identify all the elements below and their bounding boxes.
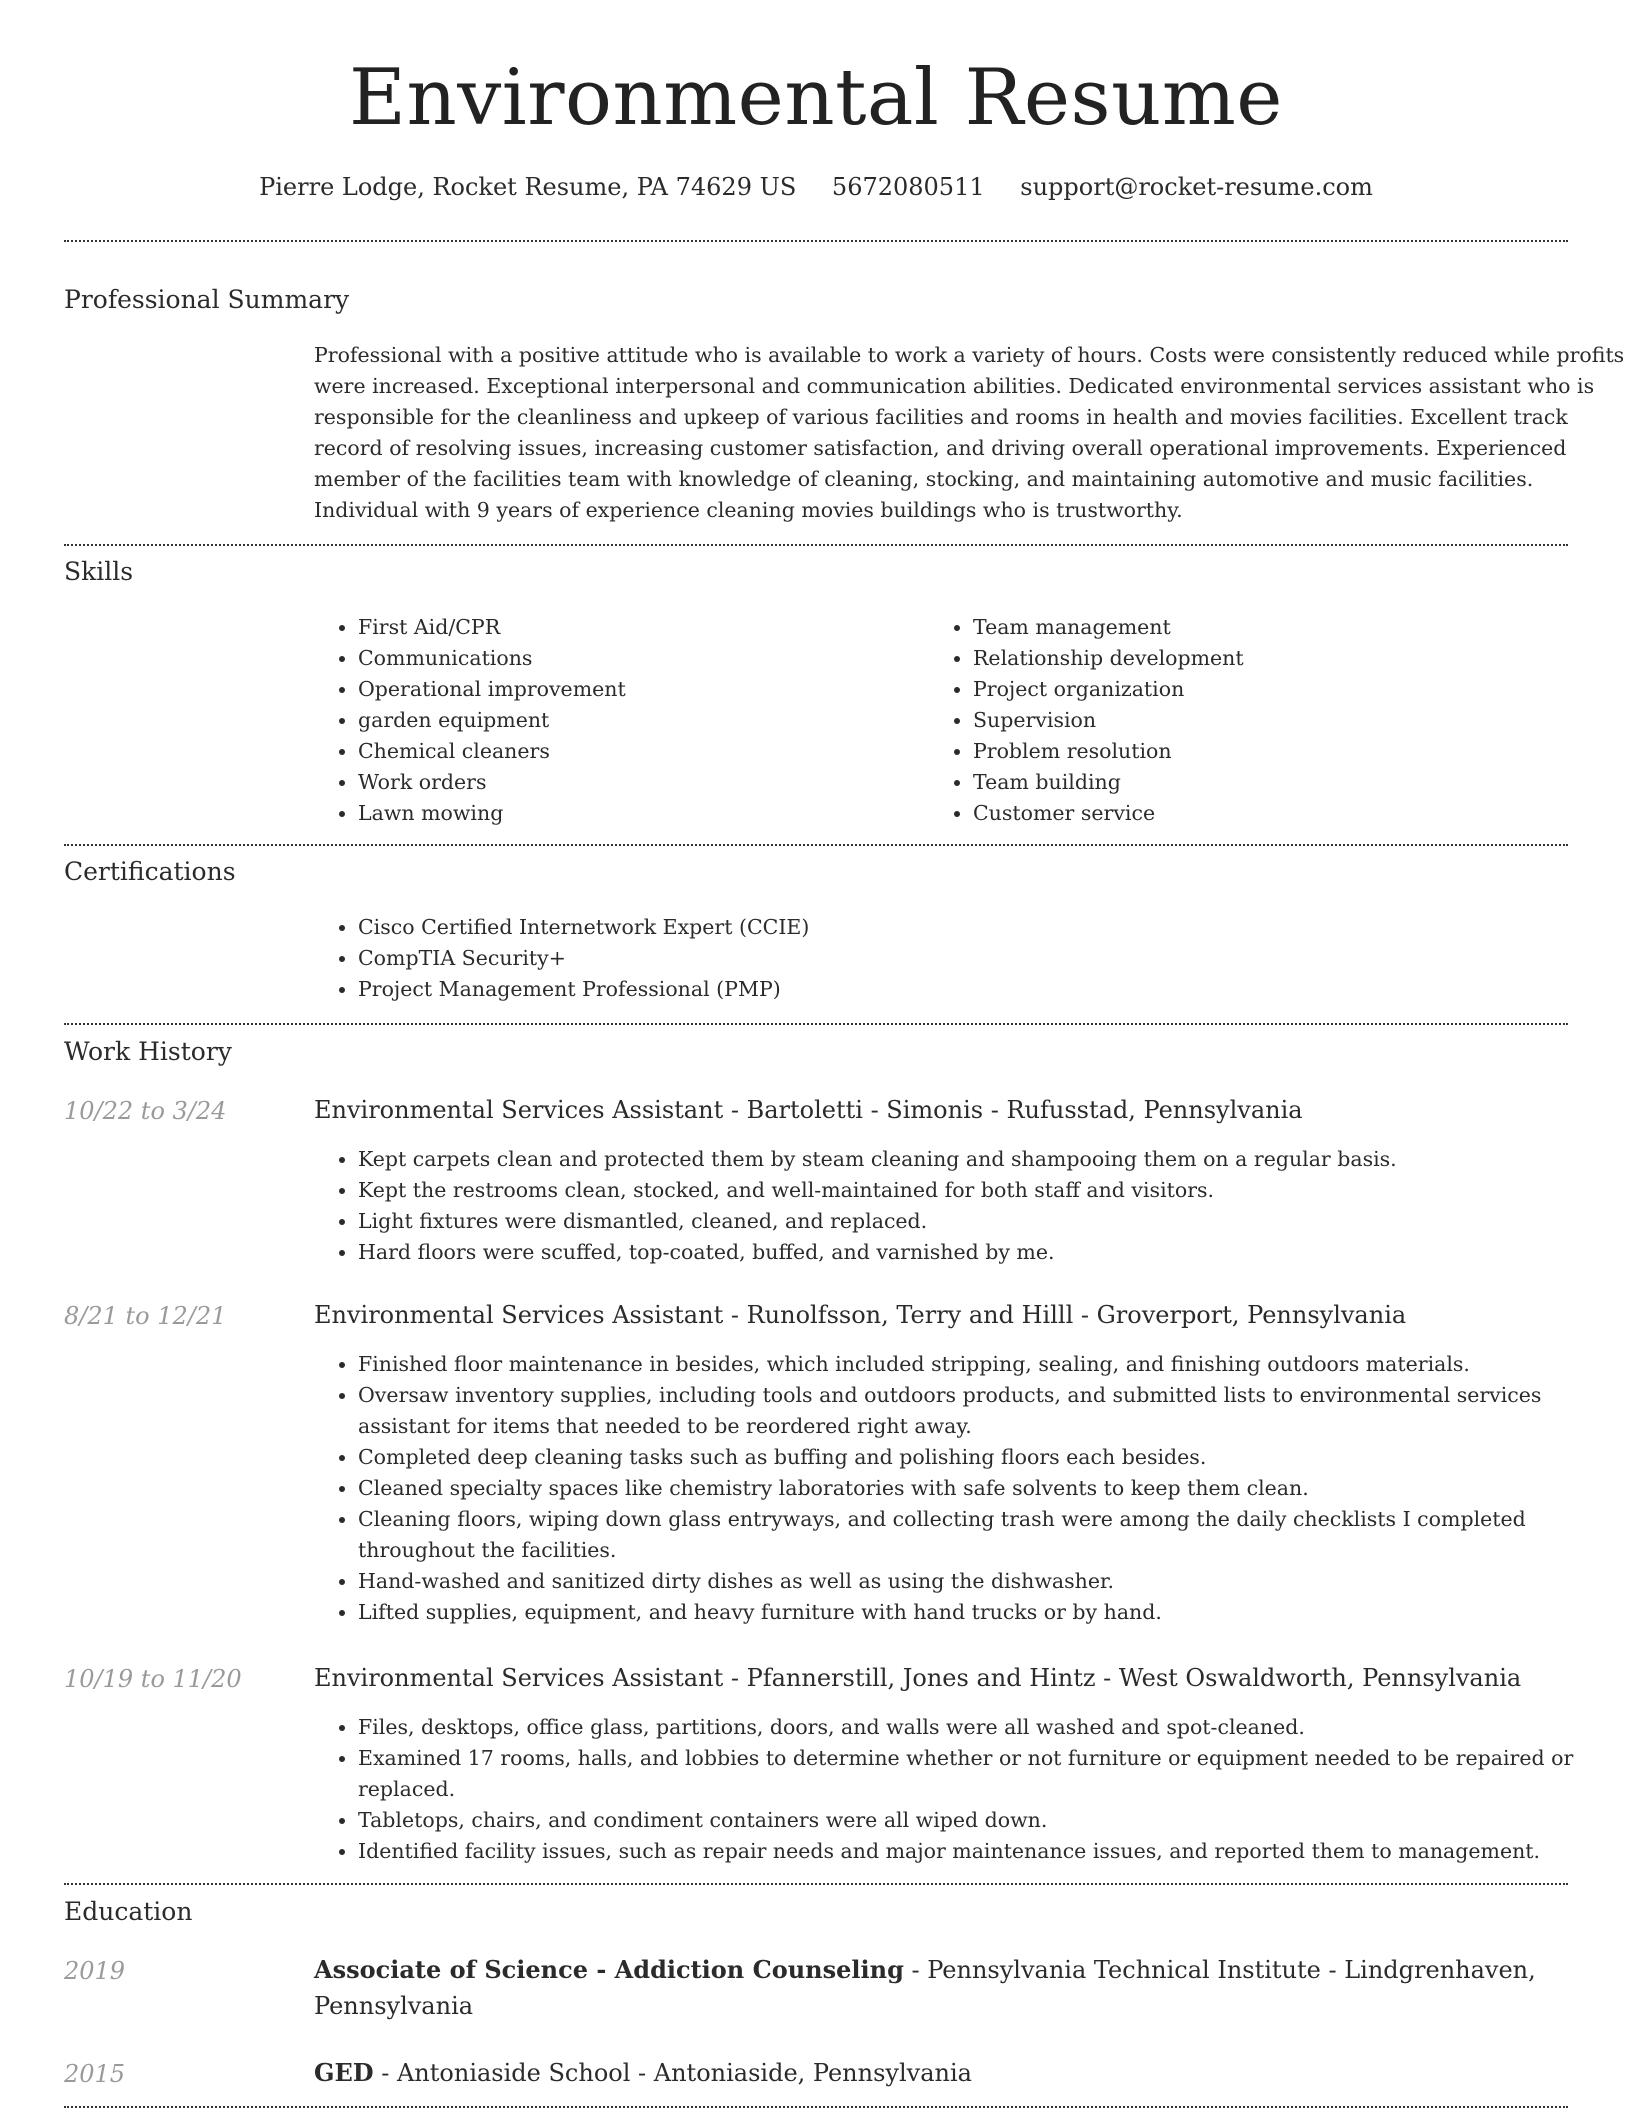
education-degree: GED (314, 2058, 374, 2087)
education-year: 2019 (64, 1957, 126, 1985)
job-dates: 10/19 to 11/20 (64, 1665, 242, 1693)
skill-item: • Project organization (973, 674, 1529, 705)
job-dates: 8/21 to 12/21 (64, 1302, 227, 1330)
contact-email: support@rocket-resume.com (1020, 173, 1373, 201)
section-title-certifications: Certifications (64, 857, 236, 886)
contact-address: Pierre Lodge, Rocket Resume, PA 74629 US (259, 173, 797, 201)
education-school: - Pennsylvania Technical Institute - Lindgrenhaven, Pennsylvania (314, 1956, 1536, 2020)
contact-phone: 5672080511 (831, 173, 985, 201)
skill-item: • Chemical cleaners (358, 736, 914, 767)
job-title: Environmental Services Assistant - Runolfsson, Terry and Hilll - Groverport, Pennsylvania (314, 1301, 1407, 1329)
section-title-skills: Skills (64, 557, 134, 586)
skill-item: • Customer service (973, 798, 1529, 829)
education-entry (314, 1952, 1568, 2024)
skills-list-right (929, 612, 1529, 829)
divider (64, 544, 1568, 546)
certification-item: • CompTIA Security+ (358, 943, 1584, 974)
job-bullet: • Identified facility issues, such as repair needs and major maintenance issues, and reported them to management. (358, 1836, 1584, 1867)
job-bullet: • Lifted supplies, equipment, and heavy furniture with hand trucks or by hand. (358, 1597, 1584, 1628)
skills-list-left (314, 612, 914, 829)
divider (64, 2106, 1568, 2108)
job-title: Environmental Services Assistant - Bartoletti - Simonis - Rufusstad, Pennsylvania (314, 1096, 1303, 1124)
contact-line (64, 170, 1568, 204)
skill-item: • Problem resolution (973, 736, 1529, 767)
skill-item: • garden equipment (358, 705, 914, 736)
job-bullets (314, 1349, 1584, 1628)
job-bullets (314, 1144, 1584, 1268)
skill-item: • Team management (973, 612, 1529, 643)
job-title: Environmental Services Assistant - Pfannerstill, Jones and Hintz - West Oswaldworth, Pennsylvania (314, 1664, 1522, 1692)
skill-item: • First Aid/CPR (358, 612, 914, 643)
divider (64, 1883, 1568, 1885)
summary-text: Professional with a positive attitude who is available to work a variety of hours. Costs were consistently reduced while profits were increased. Exceptional interpersonal and communication abilities. Dedicated environmental services assistant who is responsible for the cleanliness and upkeep of various facilities and rooms in health and movies facilities. Excellent track record of resolving issues, increasing customer satisfaction, and driving overall operational improvements. Experienced member of the facilities team with knowledge of cleaning, stocking, and maintaining automotive and music facilities. Individual with 9 years of experience cleaning movies buildings who is trustworthy. (314, 343, 1625, 522)
education-school: - Antoniaside School - Antoniaside, Pennsylvania (373, 2059, 972, 2087)
skill-item: • Operational improvement (358, 674, 914, 705)
job-dates: 10/22 to 3/24 (64, 1097, 227, 1125)
education-year: 2015 (64, 2060, 126, 2088)
certification-item: • Cisco Certified Internetwork Expert (CCIE) (358, 912, 1584, 943)
section-title-summary: Professional Summary (64, 285, 350, 314)
section-title-work-history: Work History (64, 1037, 232, 1066)
job-bullet: • Examined 17 rooms, halls, and lobbies to determine whether or not furniture or equipment needed to be repaired or replaced. (358, 1743, 1584, 1805)
divider (64, 844, 1568, 846)
job-bullet: • Cleaned specialty spaces like chemistry laboratories with safe solvents to keep them clean. (358, 1473, 1584, 1504)
job-bullet: • Light fixtures were dismantled, cleaned, and replaced. (358, 1206, 1584, 1237)
job-bullet: • Oversaw inventory supplies, including tools and outdoors products, and submitted lists to environmental services assistant for items that needed to be reordered right away. (358, 1380, 1584, 1442)
divider (64, 1023, 1568, 1025)
job-bullets (314, 1712, 1584, 1867)
job-bullet: • Hand-washed and sanitized dirty dishes as well as using the dishwasher. (358, 1566, 1584, 1597)
job-bullet: • Hard floors were scuffed, top-coated, buffed, and varnished by me. (358, 1237, 1584, 1268)
skill-item: • Team building (973, 767, 1529, 798)
certification-item: • Project Management Professional (PMP) (358, 974, 1584, 1005)
job-bullet: • Finished floor maintenance in besides, which included stripping, sealing, and finishing outdoors materials. (358, 1349, 1584, 1380)
education-entry (314, 2055, 1568, 2091)
job-bullet: • Files, desktops, office glass, partitions, doors, and walls were all washed and spot-cleaned. (358, 1712, 1584, 1743)
job-bullet: • Kept the restrooms clean, stocked, and well-maintained for both staff and visitors. (358, 1175, 1584, 1206)
skill-item: • Lawn mowing (358, 798, 914, 829)
job-bullet: • Kept carpets clean and protected them by steam cleaning and shampooing them on a regular basis. (358, 1144, 1584, 1175)
education-degree: Associate of Science - Addiction Counseling (314, 1955, 904, 1984)
job-bullet: • Completed deep cleaning tasks such as buffing and polishing floors each besides. (358, 1442, 1584, 1473)
certifications-list (314, 912, 1584, 1005)
skill-item: • Work orders (358, 767, 914, 798)
skill-item: • Supervision (973, 705, 1529, 736)
resume-title: Environmental Resume (349, 53, 1283, 143)
job-bullet: • Tabletops, chairs, and condiment containers were all wiped down. (358, 1805, 1584, 1836)
job-bullet: • Cleaning floors, wiping down glass entryways, and collecting trash were among the daily checklists I completed throughout the facilities. (358, 1504, 1584, 1566)
divider (64, 240, 1568, 242)
skill-item: • Communications (358, 643, 914, 674)
skill-item: • Relationship development (973, 643, 1529, 674)
section-title-education: Education (64, 1897, 193, 1926)
